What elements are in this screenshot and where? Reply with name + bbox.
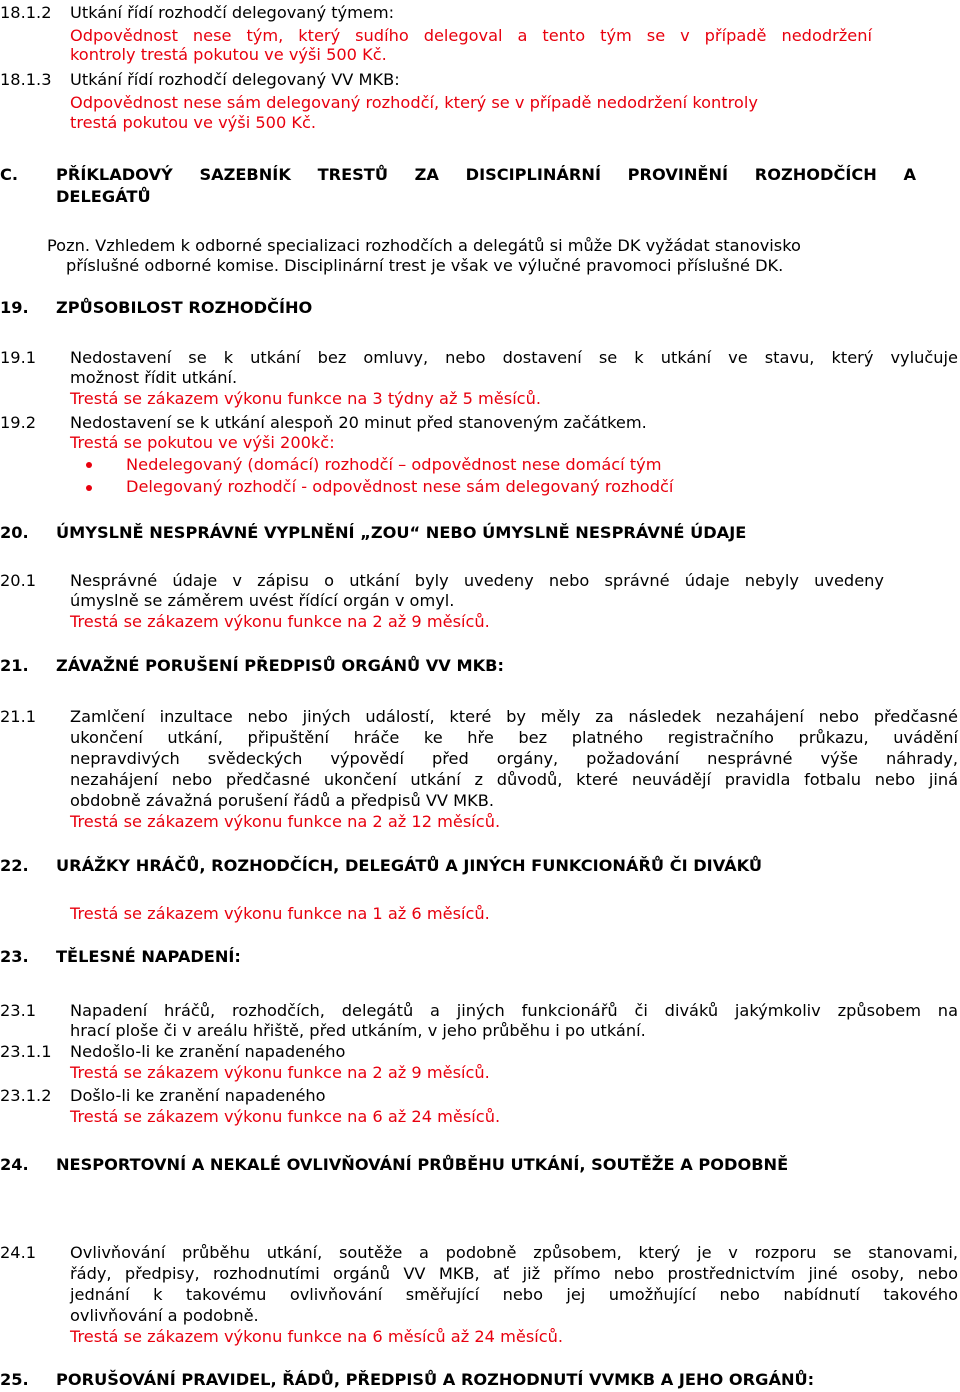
section-number: 20. [0,523,29,542]
penalty-text: Trestá se zákazem výkonu funkce na 2 až 9 měsíců. [70,1063,490,1082]
penalty-text: Odpovědnost nese sám delegovaný rozhodčí, který se v případě nedodržení kontroly [70,93,758,112]
section-number: 18.1.3 [0,70,52,89]
section-heading: PŘÍKLADOVÝ SAZEBNÍK TRESTŮ ZA DISCIPLINÁRNÍ PROVINĚNÍ ROZHODČÍCH A [56,165,916,184]
section-number: C. [0,165,19,184]
note-text: příslušné odborné komise. Disciplinární trest je však ve výlučné pravomoci příslušné DK. [66,256,784,275]
item-text: jednání k takovému ovlivňování směřující nebo jej umožňující nebo nabídnutí takového [70,1285,958,1304]
section-number: 25. [0,1370,29,1389]
penalty-text: Trestá se zákazem výkonu funkce na 6 měsíců až 24 měsíců. [70,1327,564,1346]
penalty-text: kontroly trestá pokutou ve výši 500 Kč. [70,45,387,64]
item-number: 21.1 [0,707,37,726]
item-text: ovlivňování a podobně. [70,1306,259,1325]
section-number: 19. [0,298,29,317]
item-text: řády, předpisy, rozhodnutími orgánů VV MKB, ať již přímo nebo prostřednictvím jiné osoby, nebo [70,1264,958,1283]
section-title: Utkání řídí rozhodčí delegovaný VV MKB: [70,70,400,89]
item-number: 19.2 [0,413,37,432]
item-number: 19.1 [0,348,37,367]
section-number: 24. [0,1155,29,1174]
item-text: obdobně závažná porušení řádů a předpisů VV MKB. [70,791,494,810]
bullet-icon [86,485,92,491]
section-number: 18.1.2 [0,3,52,22]
note-text: Pozn. Vzhledem k odborné specializaci rozhodčích a delegátů si může DK vyžádat stanovisko [47,236,801,255]
penalty-text: Trestá se zákazem výkonu funkce na 2 až 12 měsíců. [70,812,501,831]
section-title: Utkání řídí rozhodčí delegovaný týmem: [70,3,395,22]
item-text: ukončení utkání, připuštění hráče ke hře bez platného registračního průkazu, uvádění [70,728,958,747]
penalty-text: Trestá se zákazem výkonu funkce na 1 až 6 měsíců. [70,904,490,923]
item-number: 23.1.1 [0,1042,52,1061]
item-text: možnost řídit utkání. [70,368,238,387]
section-heading: PORUŠOVÁNÍ PRAVIDEL, ŘÁDŮ, PŘEDPISŮ A ROZHODNUTÍ VVMKB A JEHO ORGÁNŮ: [56,1370,815,1389]
section-heading: ZPŮSOBILOST ROZHODČÍHO [56,298,313,317]
section-number: 22. [0,856,29,875]
section-heading: NESPORTOVNÍ A NEKALÉ OVLIVŇOVÁNÍ PRŮBĚHU UTKÁNÍ, SOUTĚŽE A PODOBNĚ [56,1155,789,1174]
list-item: Delegovaný rozhodčí - odpovědnost nese sám delegovaný rozhodčí [126,477,674,496]
penalty-text: Odpovědnost nese tým, který sudího delegoval a tento tým se v případě nedodržení [70,26,872,45]
section-heading: URÁŽKY HRÁČŮ, ROZHODČÍCH, DELEGÁTŮ A JINÝCH FUNKCIONÁŘŮ ČI DIVÁKŮ [56,856,763,875]
item-text: Napadení hráčů, rozhodčích, delegátů a jiných funkcionářů či diváků jakýmkoliv způsobem na [70,1001,958,1020]
bullet-icon [86,462,92,468]
penalty-text: Trestá se zákazem výkonu funkce na 6 až 24 měsíců. [70,1107,501,1126]
item-text: Nedošlo-li ke zranění napadeného [70,1042,346,1061]
item-number: 20.1 [0,571,37,590]
item-number: 23.1 [0,1001,37,1020]
penalty-text: trestá pokutou ve výši 500 Kč. [70,113,317,132]
section-number: 21. [0,656,29,675]
item-text: Nedostavení se k utkání alespoň 20 minut před stanoveným začátkem. [70,413,647,432]
item-number: 23.1.2 [0,1086,52,1105]
item-text: nepravdivých svědeckých výpovědí před orgány, požadování nesprávné výše náhrady, [70,749,958,768]
item-number: 24.1 [0,1243,37,1262]
section-heading: DELEGÁTŮ [56,187,151,206]
item-text: Ovlivňování průběhu utkání, soutěže a podobně způsobem, který je v rozporu se stanovami, [70,1243,958,1262]
list-item: Nedelegovaný (domácí) rozhodčí – odpovědnost nese domácí tým [126,455,662,474]
penalty-text: Trestá se zákazem výkonu funkce na 3 týdny až 5 měsíců. [70,389,541,408]
item-text: Zamlčení inzultace nebo jiných událostí, které by měly za následek nezahájení nebo předčasné [70,707,958,726]
item-text: úmyslně se záměrem uvést řídící orgán v omyl. [70,591,455,610]
item-text: nezahájení nebo předčasné ukončení utkání z důvodů, které neuvádějí pravidla fotbalu nebo jiná [70,770,958,789]
item-text: Nesprávné údaje v zápisu o utkání byly uvedeny nebo správné údaje nebyly uvedeny [70,571,884,590]
section-heading: ÚMYSLNĚ NESPRÁVNÉ VYPLNĚNÍ „ZOU“ NEBO ÚMYSLNĚ NESPRÁVNÉ ÚDAJE [56,523,747,542]
penalty-text: Trestá se zákazem výkonu funkce na 2 až 9 měsíců. [70,612,490,631]
penalty-text: Trestá se pokutou ve výši 200kč: [70,433,335,452]
section-number: 23. [0,947,29,966]
section-heading: TĚLESNÉ NAPADENÍ: [56,947,241,966]
item-text: Nedostavení se k utkání bez omluvy, nebo dostavení se k utkání ve stavu, který vylučuje [70,348,958,367]
section-heading: ZÁVAŽNÉ PORUŠENÍ PŘEDPISŮ ORGÁNŮ VV MKB: [56,656,504,675]
item-text: Došlo-li ke zranění napadeného [70,1086,326,1105]
item-text: hrací ploše či v areálu hřiště, před utkáním, v jeho průběhu i po utkání. [70,1021,646,1040]
